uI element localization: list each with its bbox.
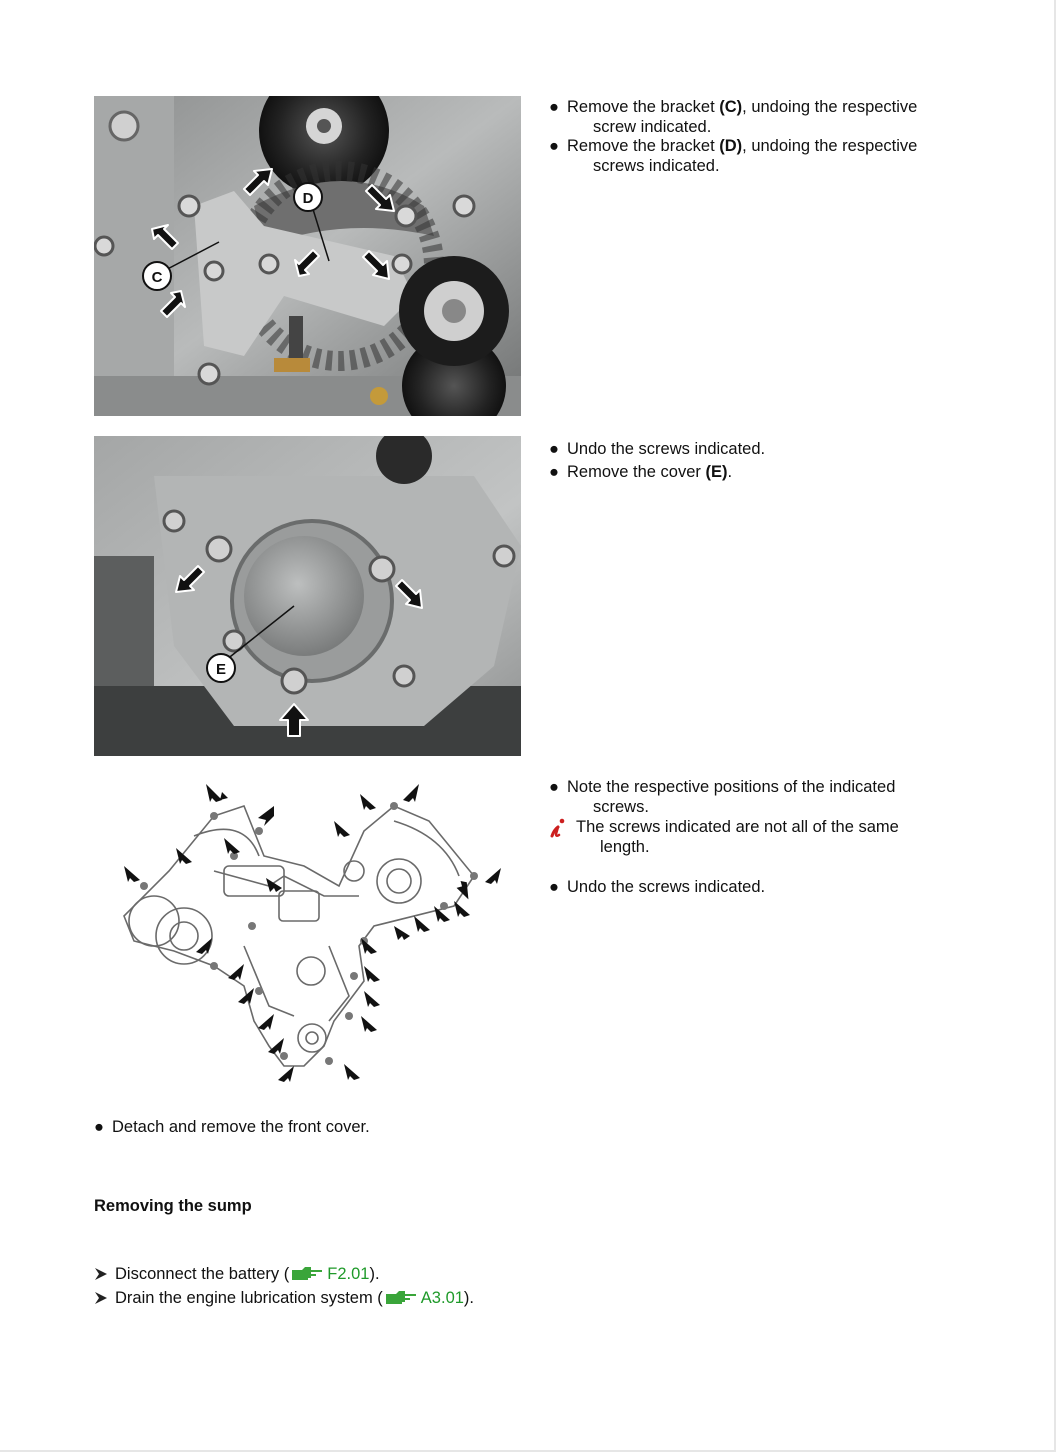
bullet: ● xyxy=(549,440,559,458)
bullet: ● xyxy=(549,137,559,155)
hand-pointer-icon xyxy=(290,1265,324,1281)
step-remove-cover-e xyxy=(549,461,989,484)
step-text: Undo the screws indicated. xyxy=(567,440,766,458)
prereq-list xyxy=(94,1262,594,1310)
step-text: Remove the bracket xyxy=(567,137,720,155)
label-e-callout xyxy=(207,654,235,682)
section2-steps xyxy=(549,438,989,484)
step-text: Undo the screws indicated. xyxy=(567,878,766,896)
step-text: Note the respective positions of the indicated xyxy=(567,778,896,796)
ref-link-f2-01[interactable]: F2.01 xyxy=(327,1265,370,1283)
step-undo-screws xyxy=(549,438,989,461)
step-remove-bracket-c xyxy=(549,98,989,137)
step-text-cont: screws. xyxy=(593,797,649,816)
step-text-cont: screw indicated. xyxy=(593,117,712,136)
prereq-disconnect-battery xyxy=(94,1262,594,1286)
step-note-positions xyxy=(549,778,989,817)
label-c: C xyxy=(151,269,163,286)
hand-pointer-icon xyxy=(384,1289,418,1305)
photo-brackets-c-d xyxy=(94,96,521,416)
bullet: ● xyxy=(94,1118,104,1136)
step-ref-d: (D) xyxy=(719,137,743,155)
ref-link-a3-01[interactable]: A3.01 xyxy=(420,1289,464,1307)
info-note xyxy=(549,817,989,857)
step-text: . xyxy=(727,463,733,481)
label-e: E xyxy=(215,661,227,678)
prereq-text-close: ). xyxy=(463,1289,475,1307)
step-text: , undoing the respective xyxy=(742,137,918,155)
step-ref-e: (E) xyxy=(705,463,728,481)
section3-steps xyxy=(549,778,989,898)
step-text: , undoing the respective xyxy=(742,98,918,116)
step-text-cont: screws indicated. xyxy=(593,156,720,175)
bullet: ● xyxy=(549,98,559,116)
info-icon xyxy=(549,817,571,839)
bullet: ● xyxy=(549,778,559,796)
bullet: ● xyxy=(549,463,559,481)
sump-heading: Removing the sump xyxy=(94,1197,252,1215)
section1-steps xyxy=(549,98,989,176)
step-ref-c: (C) xyxy=(719,98,743,116)
diagram-front-cover-screws xyxy=(94,776,521,1096)
label-d: D xyxy=(302,190,314,207)
note-text: The screws indicated are not all of the same xyxy=(576,818,899,836)
prereq-text: Drain the engine lubrication system ( xyxy=(115,1289,383,1307)
label-d-callout xyxy=(294,183,322,211)
note-text-cont: length. xyxy=(600,838,650,856)
photo-cover-e xyxy=(94,436,521,756)
step-undo-screws-2 xyxy=(549,878,989,898)
step-text: Remove the bracket xyxy=(567,98,720,116)
prereq-text: Disconnect the battery ( xyxy=(115,1265,290,1283)
step-text: Detach and remove the front cover. xyxy=(112,1118,370,1136)
step-remove-bracket-d xyxy=(549,137,989,176)
step-text: Remove the cover xyxy=(567,463,706,481)
detach-step-block xyxy=(94,1118,534,1138)
arrow-right-icon xyxy=(94,1286,108,1310)
step-detach-front-cover xyxy=(94,1118,534,1138)
prereq-drain-lubrication xyxy=(94,1286,594,1310)
arrow-right-icon xyxy=(94,1262,108,1286)
label-c-callout xyxy=(143,262,171,290)
prereq-text-close: ). xyxy=(369,1265,380,1283)
bullet: ● xyxy=(549,878,559,896)
